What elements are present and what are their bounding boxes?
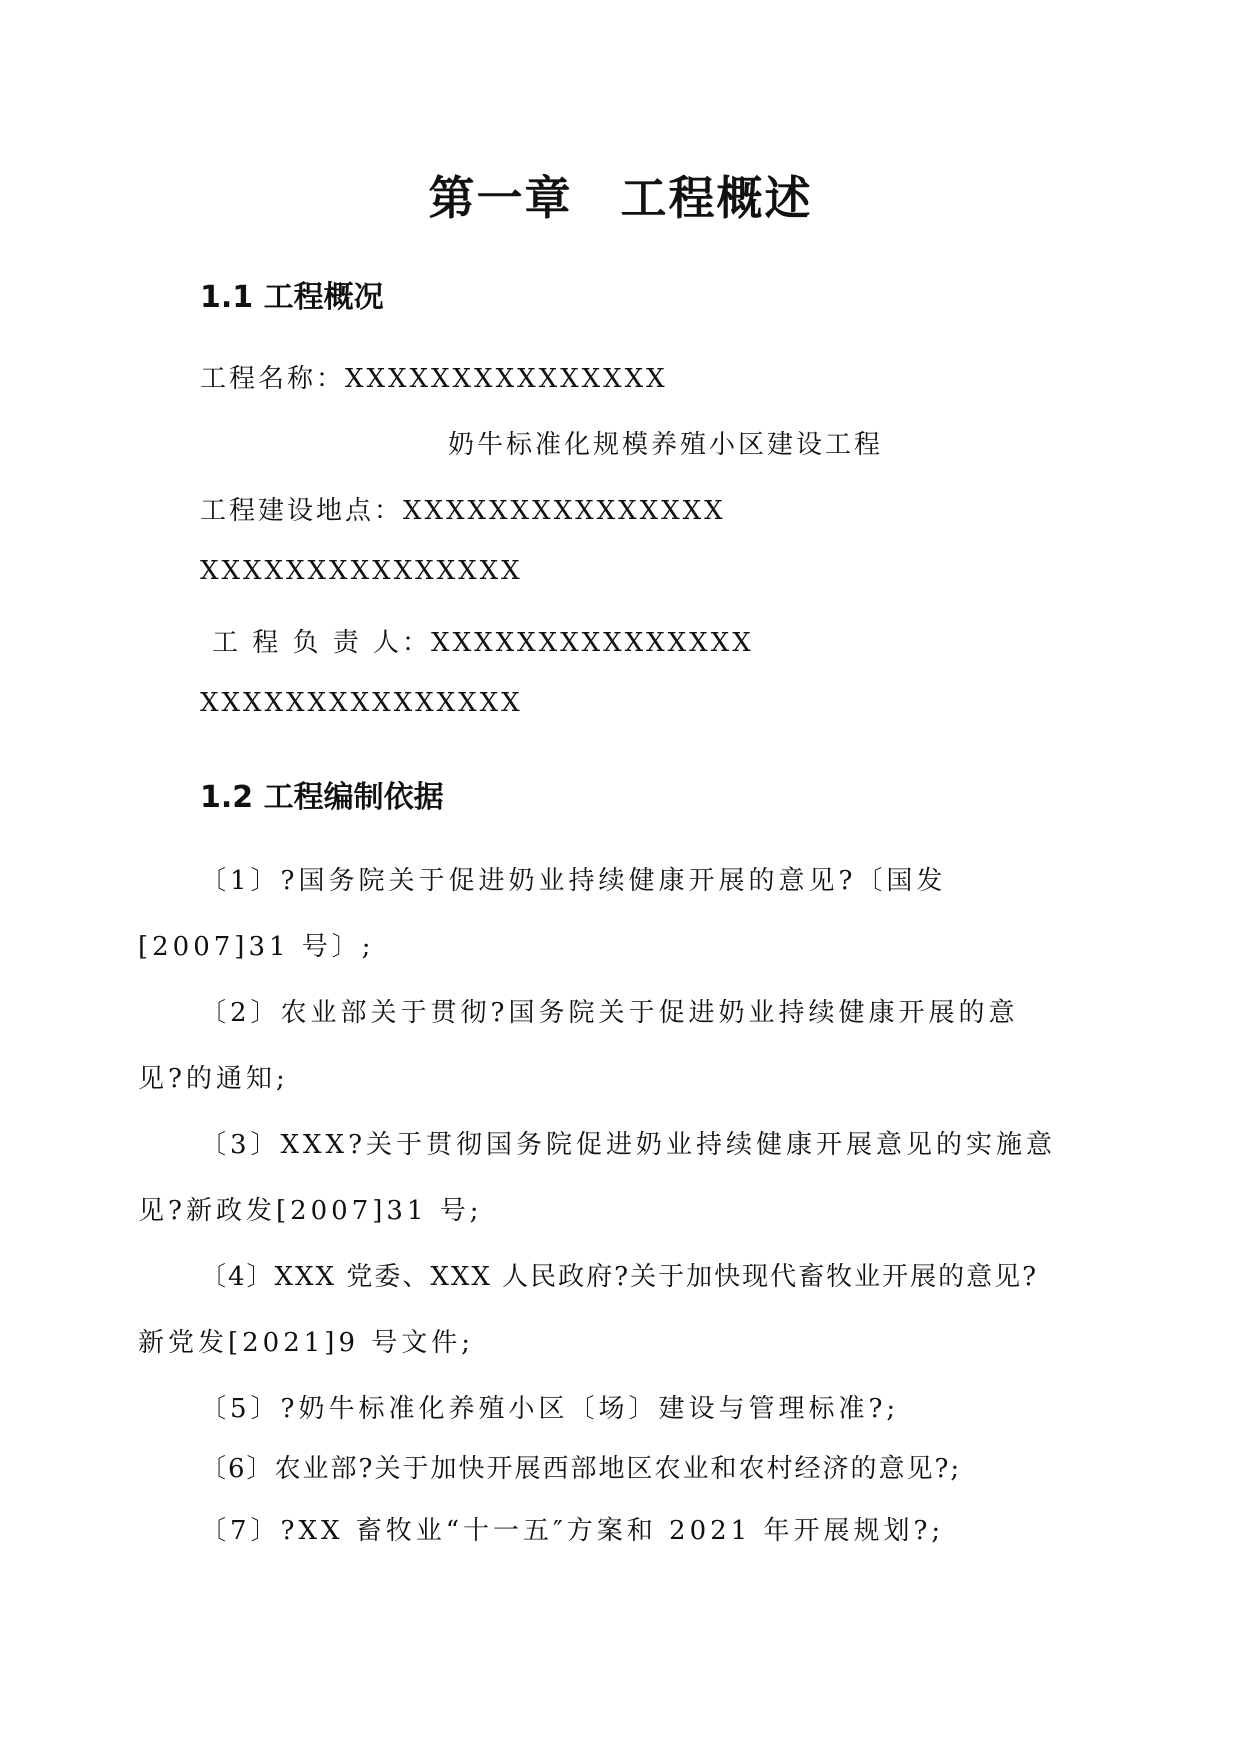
location-continuation: XXXXXXXXXXXXXXX xyxy=(200,556,523,586)
manager-line: 工 程 负 责 人：XXXXXXXXXXXXXXX xyxy=(212,628,754,658)
reference-7: 〔7〕?XX 畜牧业“十一五″方案和 2021 年开展规划?; xyxy=(200,1516,945,1546)
reference-3-line1: 〔3〕XXX?关于贯彻国务院促进奶业持续健康开展意见的实施意 xyxy=(200,1130,1057,1160)
manager-continuation: XXXXXXXXXXXXXXX xyxy=(200,688,523,718)
project-name-line: 工程名称：XXXXXXXXXXXXXXX xyxy=(200,364,668,394)
reference-4-line1: 〔4〕XXX 党委、XXX 人民政府?关于加快现代畜牧业开展的意见? xyxy=(200,1262,1039,1292)
reference-1-line2: [2007]31 号〕; xyxy=(138,932,375,962)
reference-2-line1: 〔2〕农业部关于贯彻?国务院关于促进奶业持续健康开展的意 xyxy=(200,998,1019,1028)
reference-4-line2: 新党发[2021]9 号文件; xyxy=(138,1328,475,1358)
reference-3-line2: 见?新政发[2007]31 号; xyxy=(138,1196,483,1226)
reference-6: 〔6〕农业部?关于加快开展西部地区农业和农村经济的意见?; xyxy=(200,1454,962,1484)
section-heading-1-1: 1.1 工程概况 xyxy=(200,280,384,315)
reference-5: 〔5〕?奶牛标准化养殖小区〔场〕建设与管理标准?; xyxy=(200,1394,900,1424)
chapter-title: 第一章 工程概述 xyxy=(428,171,813,225)
location-line: 工程建设地点：XXXXXXXXXXXXXXX xyxy=(200,496,726,526)
section-heading-1-2: 1.2 工程编制依据 xyxy=(200,780,444,815)
reference-2-line2: 见?的通知; xyxy=(138,1064,289,1094)
reference-1-line1: 〔1〕?国务院关于促进奶业持续健康开展的意见?〔国发 xyxy=(200,866,947,896)
project-name-continuation: 奶牛标准化规模养殖小区建设工程 xyxy=(448,430,884,460)
